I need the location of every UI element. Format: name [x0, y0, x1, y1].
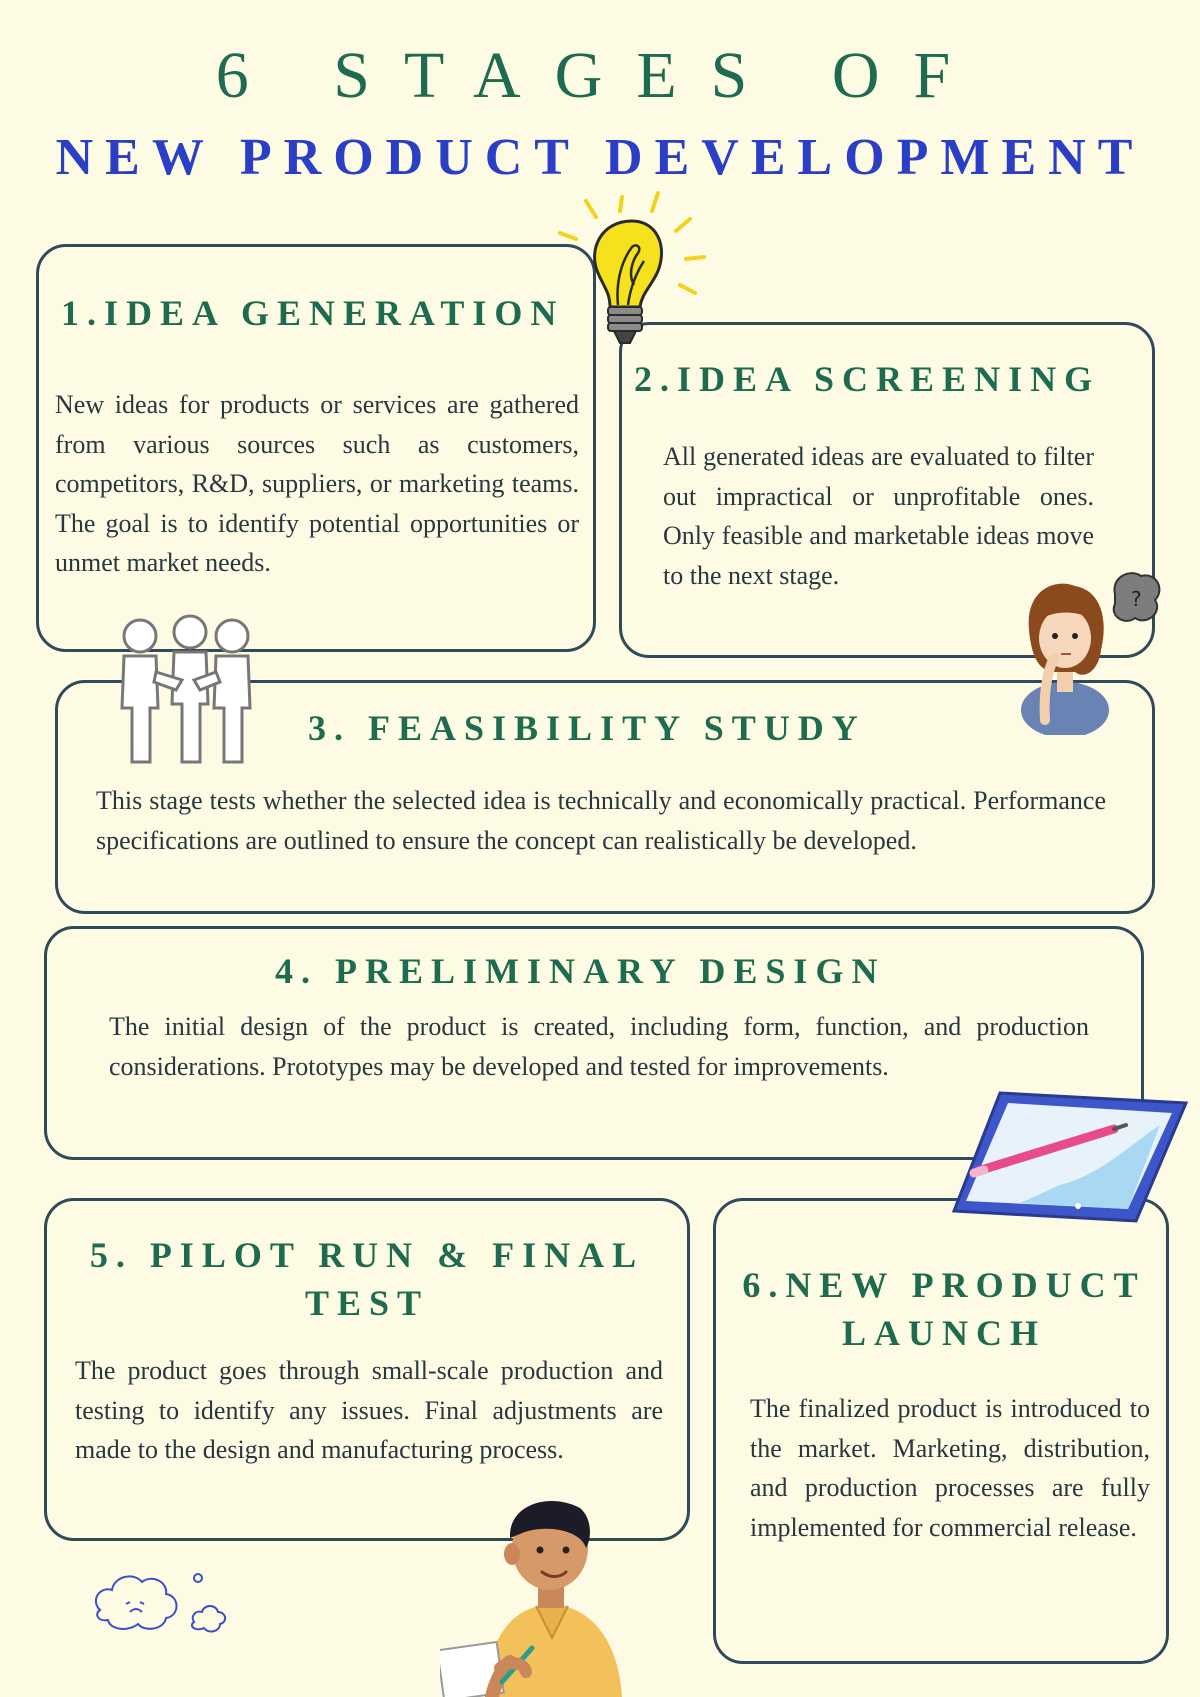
teamwork-figures-icon [110, 612, 270, 772]
page-title-line2: NEW PRODUCT DEVELOPMENT [55, 129, 1145, 186]
stage-1-text: New ideas for products or services are gathered from various sources such as customers, competitors, R&D, suppliers, or marketing teams. The goal is to identify potential opportunities or unmet market needs. [55, 390, 579, 577]
stage-6-card [713, 1198, 1169, 1664]
boy-with-pen-icon [440, 1478, 670, 1697]
stage-2-heading: 2.IDEA SCREENING [634, 359, 1101, 399]
stage-1-heading: 1.IDEA GENERATION [61, 293, 565, 333]
stage-6-text: The finalized product is introduced to the market. Marketing, distribution, and production processes are fully implemented for commercial release. [750, 1394, 1150, 1542]
stage-4-heading: 4. PRELIMINARY DESIGN [275, 951, 886, 991]
stage-4-text: The initial design of the product is created, including form, function, and production considerations. Prototypes may be developed and tested for improvements. [109, 1012, 1089, 1081]
lightbulb-icon [540, 185, 710, 365]
stage-1-card [36, 244, 596, 652]
stage-5-text: The product goes through small-scale production and testing to identify any issues. Final adjustments are made to the design and manufacturing process. [75, 1356, 663, 1464]
thinking-girl-icon [1015, 560, 1165, 735]
stage-3-heading: 3. FEASIBILITY STUDY [308, 708, 866, 748]
stage-5-heading: 5. PILOT RUN & FINAL TEST [89, 1235, 645, 1323]
svg-text:?: ? [1131, 587, 1142, 611]
tablet-pen-icon [950, 1085, 1190, 1225]
page-title-line1: 6 STAGES OF [215, 39, 985, 112]
stage-3-text: This stage tests whether the selected idea is technically and economically practical. Performance specifications are outlined to ensure the concept can realistically be developed. [96, 786, 1106, 855]
stage-6-heading: 6.NEW PRODUCT LAUNCH [742, 1265, 1146, 1353]
clouds-doodle-icon [90, 1560, 230, 1650]
stage-2-text: All generated ideas are evaluated to filter out impractical or unprofitable ones. Only feasible and marketable ideas move to the next stage. [663, 442, 1094, 590]
